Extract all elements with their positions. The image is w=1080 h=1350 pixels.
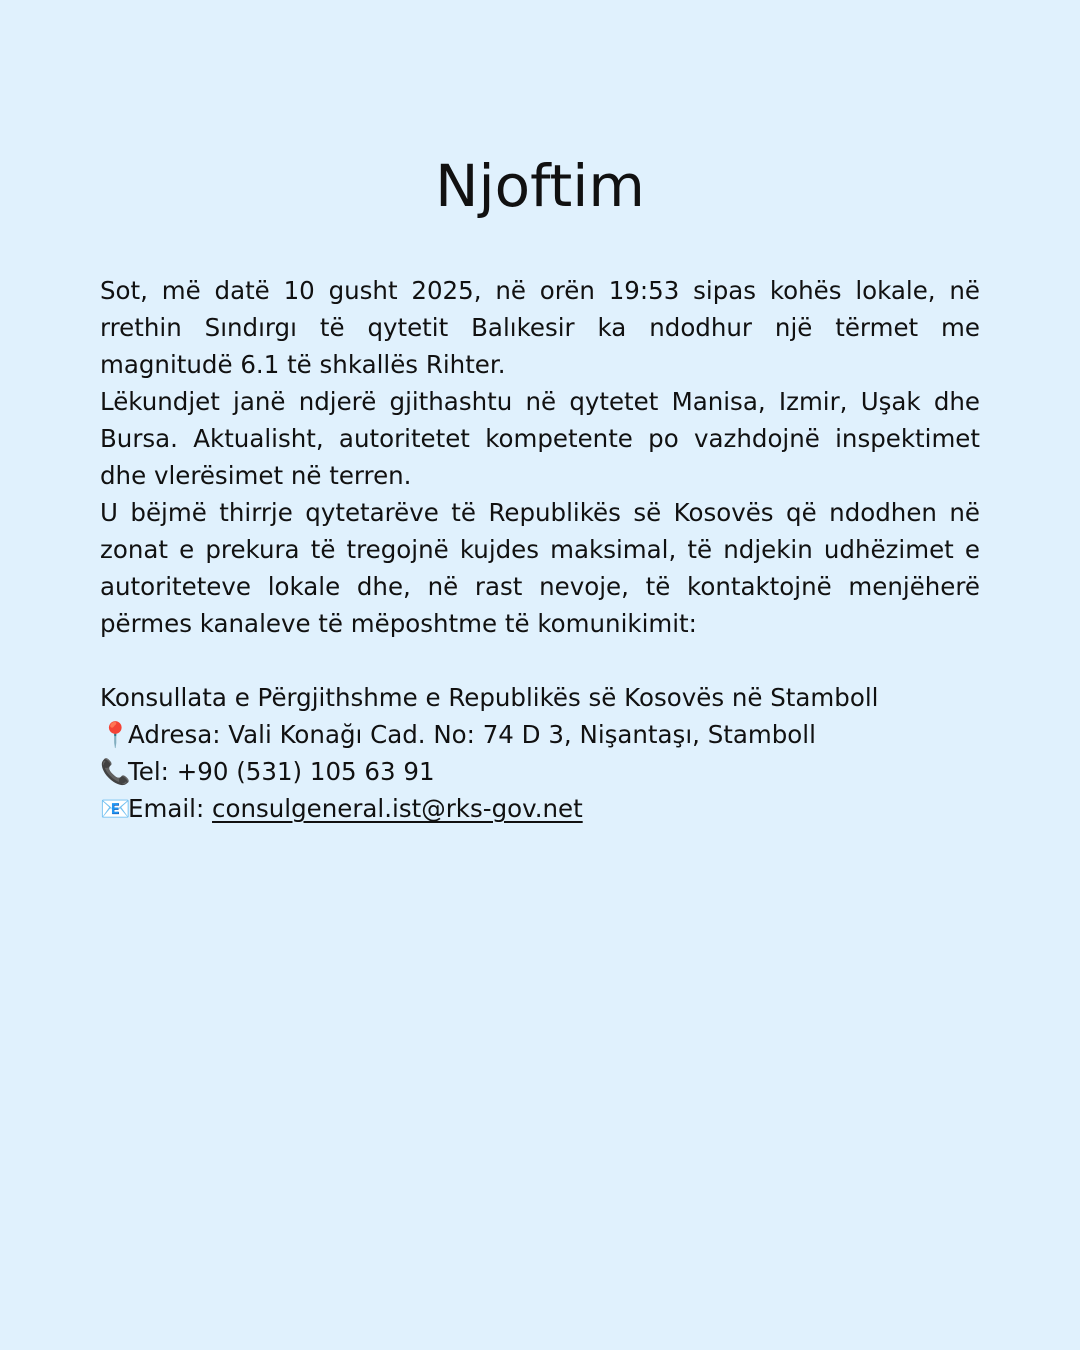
envelope-icon: 📧 [100,794,131,823]
paragraph-call-to-citizens: U bëjmë thirrje qytetarëve të Republikës së Kosovës që ndodhen në zonat e prekura të tregojnë kujdes maksimal, të ndjekin udhëzimet e autoriteteve lokale dhe, në rast nevoje, të kontaktojnë menjëherë përmes kanaleve të mëposhtme të komunikimit: [100,498,980,638]
email-link[interactable]: consulgeneral.ist@rks-gov.net [212,794,583,823]
paragraph-affected-cities: Lëkundjet janë ndjerë gjithashtu në qytetet Manisa, Izmir, Uşak dhe Bursa. Aktualisht, autoritetet kompetente po vazhdojnë inspektimet dhe vlerësimet në terren. [100,387,980,490]
email-line [100,790,1000,827]
announcement-body [100,272,980,642]
institution-name: Konsullata e Përgjithshme e Republikës së Kosovës në Stamboll [100,683,879,712]
phone-text: Tel: +90 (531) 105 63 91 [128,757,435,786]
telephone-icon: 📞 [100,757,131,786]
phone-line [100,753,1000,790]
contact-block [100,679,1000,827]
address-line [100,716,1000,753]
address-text: Adresa: Vali Konağı Cad. No: 74 D 3, Nişantaşı, Stamboll [128,720,816,749]
email-label: Email: [128,794,205,823]
paragraph-earthquake-report: Sot, më datë 10 gusht 2025, në orën 19:53 sipas kohës lokale, në rrethin Sındırgı të qytetit Balıkesir ka ndodhur një tërmet me magnitudë 6.1 të shkallës Rihter. [100,276,980,379]
page-title: Njoftim [435,152,645,220]
map-pin-icon: 📍 [100,720,131,749]
